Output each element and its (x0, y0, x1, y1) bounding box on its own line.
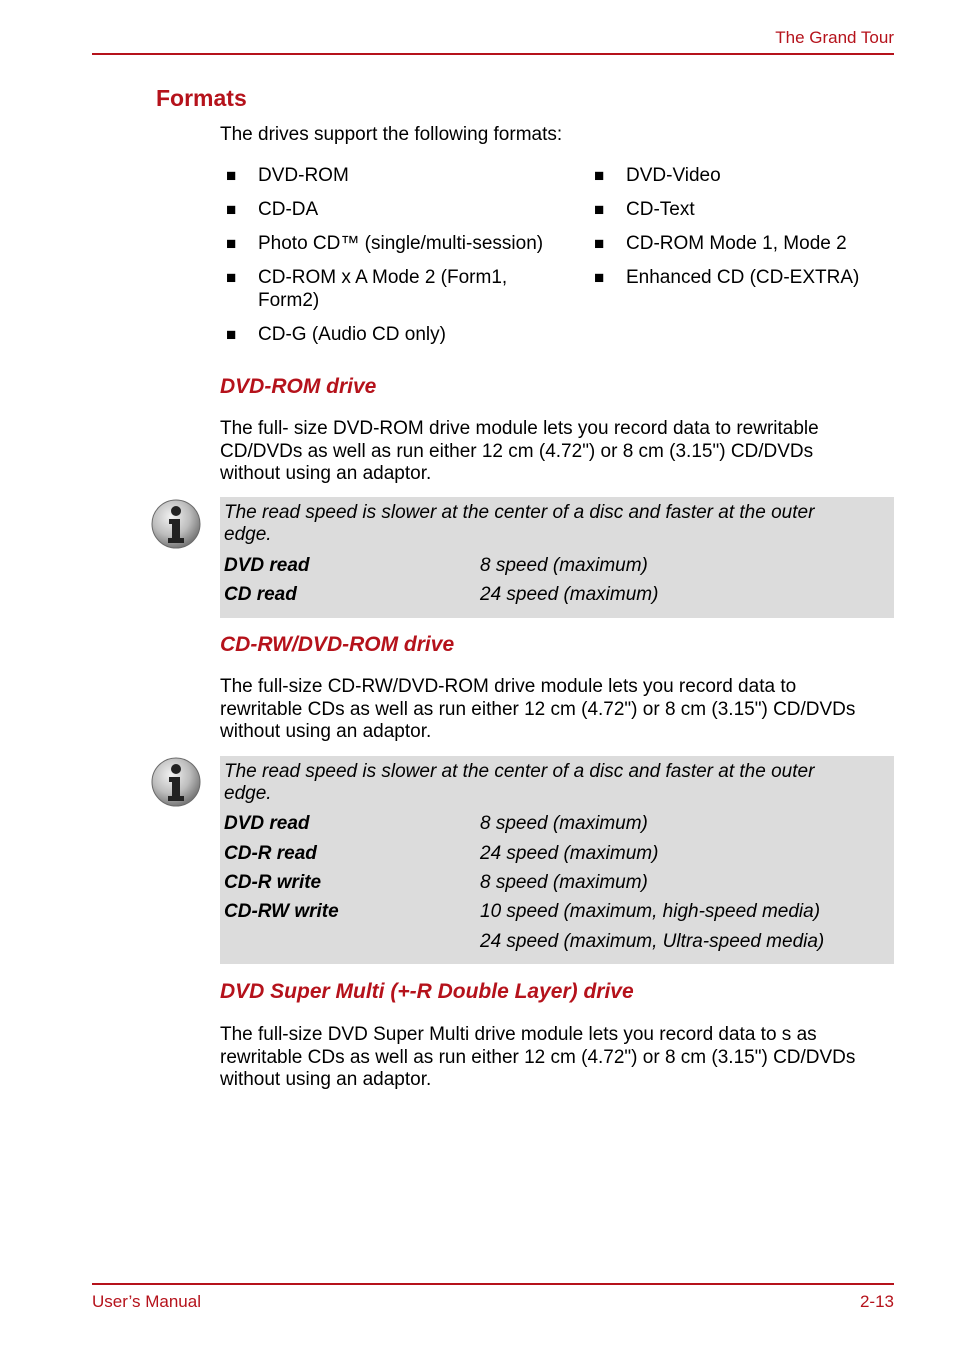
multi-body: The full-size DVD Super Multi drive module lets you record data to s as rewritable CDs as well as run either 12 cm (4.72") or 8 cm (3.15") CD/DVDs without using an adaptor. (220, 1024, 856, 1090)
note-text: The read speed is slower at the center of a disc and faster at the outer edge. (224, 761, 815, 804)
header-rule (92, 53, 894, 55)
page-number: 2-13 (859, 1292, 894, 1311)
subsection-title-multi: DVD Super Multi (+-R Double Layer) drive (220, 980, 634, 1003)
info-icon (150, 756, 202, 808)
note-box-cdrw: The read speed is slower at the center of a disc and faster at the outer edge. DVD read 8 speed (maximum) CD-R read 24 speed (maximum) CD-R write 8 speed (maximum) CD-RW write 10 speed (maximum, high-speed media) 24 speed (maximum, Ultra-speed media) (220, 756, 894, 964)
footer-rule (92, 1283, 894, 1285)
note-text: The read speed is slower at the center of a disc and faster at the outer edge. (224, 502, 815, 545)
section-title: Formats (156, 85, 247, 111)
bullet-icon: ■ (226, 200, 237, 219)
bullet-icon: ■ (226, 234, 237, 253)
cdrw-body: The full-size CD-RW/DVD-ROM drive module lets you record data to rewritable CDs as well as run either 12 cm (4.72") or 8 cm (3.15") CD/DVDs without using an adaptor. (220, 676, 856, 742)
footer-manual-title: User’s Manual (92, 1292, 201, 1311)
formats-intro: The drives support the following formats: (220, 124, 563, 145)
subsection-title-dvdrom: DVD-ROM drive (220, 375, 377, 398)
note-box-dvdrom: The read speed is slower at the center of a disc and faster at the outer edge. DVD read 8 speed (maximum) CD read 24 speed (maximum) (220, 497, 894, 618)
bullet-icon: ■ (594, 166, 605, 185)
bullet-icon: ■ (226, 325, 237, 344)
bullet-icon: ■ (594, 268, 605, 287)
info-icon (150, 498, 202, 550)
running-header: The Grand Tour (775, 28, 894, 47)
bullet-icon: ■ (594, 200, 605, 219)
bullet-icon: ■ (226, 268, 237, 287)
subsection-title-cdrw: CD-RW/DVD-ROM drive (220, 633, 455, 656)
bullet-icon: ■ (594, 234, 605, 253)
bullet-icon: ■ (226, 166, 237, 185)
dvdrom-body: The full- size DVD-ROM drive module lets you record data to rewritable CD/DVDs as well as run either 12 cm (4.72") or 8 cm (3.15") CD/DVDs without using an adaptor. (220, 418, 819, 484)
